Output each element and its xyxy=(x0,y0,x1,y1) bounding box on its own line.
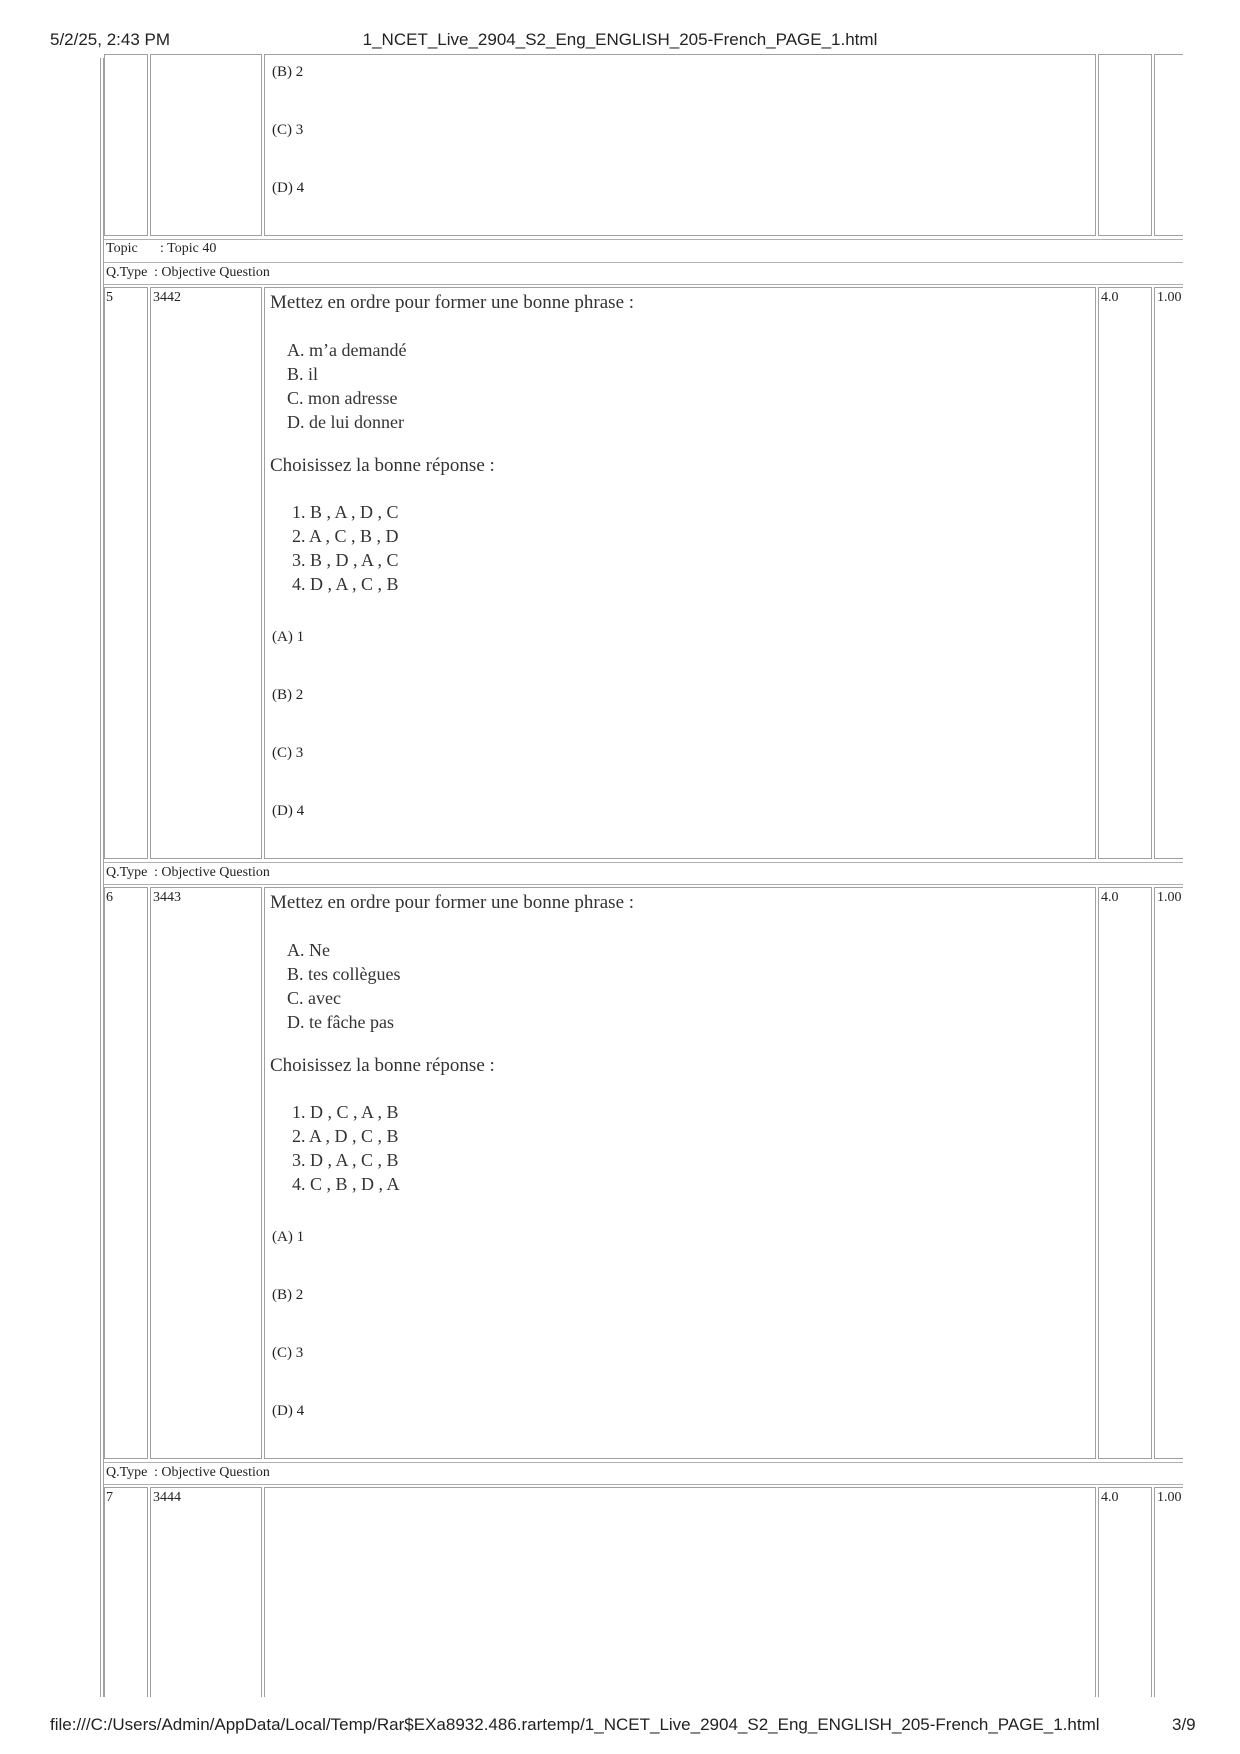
qtype-value: : Objective Question xyxy=(154,865,270,880)
option-d: (D) 4 xyxy=(272,1403,305,1419)
qtype-row-bottom xyxy=(104,1484,1183,1485)
print-datetime: 5/2/25, 2:43 PM xyxy=(50,30,171,49)
option-a: (A) 1 xyxy=(272,629,305,645)
phrase-part: C. avec xyxy=(287,988,341,1008)
question-id: 3444 xyxy=(153,1490,181,1505)
sequence-item: 4. C , B , D , A xyxy=(292,1174,400,1194)
q7-number-cell xyxy=(104,1487,148,1697)
q6-marks-cell xyxy=(1098,887,1152,1459)
q6-negative-cell xyxy=(1154,887,1183,1459)
option-c: (C) 3 xyxy=(272,745,304,761)
qtype-value: : Objective Question xyxy=(154,265,270,280)
print-page-number: 3/9 xyxy=(1172,1715,1196,1734)
question-marks: 4.0 xyxy=(1101,1490,1119,1505)
phrase-part: C. mon adresse xyxy=(287,388,398,408)
sequence-item: 3. D , A , C , B xyxy=(292,1150,399,1170)
prev-marks-cell xyxy=(1098,54,1152,236)
question-id: 3443 xyxy=(153,890,181,905)
phrase-part: D. te fâche pas xyxy=(287,1012,394,1032)
q5-number-cell xyxy=(104,287,148,859)
topic-row-top xyxy=(104,239,1183,240)
q7-negative-cell xyxy=(1154,1487,1183,1697)
phrase-part: A. Ne xyxy=(287,940,330,960)
q6-id-cell xyxy=(150,887,262,1459)
q5-negative-cell xyxy=(1154,287,1183,859)
sequence-item: 3. B , D , A , C xyxy=(292,550,399,570)
question-number: 5 xyxy=(106,290,113,305)
topic-row-bottom xyxy=(104,262,1183,263)
question-number: 7 xyxy=(106,1490,113,1505)
option-a: (A) 1 xyxy=(272,1229,305,1245)
choose-instruction: Choisissez la bonne réponse : xyxy=(270,1055,495,1076)
phrase-part: B. tes collègues xyxy=(287,964,401,984)
print-file-path: file:///C:/Users/Admin/AppData/Local/Temp/Rar$EXa8932.486.rartemp/1_NCET_Live_2904_S2_Eng_ENGLISH_205-French_PAGE_1.html xyxy=(50,1715,1100,1734)
question-id: 3442 xyxy=(153,290,181,305)
sequence-item: 1. B , A , D , C xyxy=(292,502,399,522)
option-b: (B) 2 xyxy=(272,687,304,703)
qtype-row-top xyxy=(104,1462,1183,1463)
qtype-label: Q.Type xyxy=(106,1465,148,1480)
qtype-value: : Objective Question xyxy=(154,1465,270,1480)
phrase-part: D. de lui donner xyxy=(287,412,404,432)
qtype-label: Q.Type xyxy=(106,865,148,880)
sequence-item: 2. A , C , B , D xyxy=(292,526,399,546)
qtype-row-top xyxy=(104,862,1183,863)
print-page-title: 1_NCET_Live_2904_S2_Eng_ENGLISH_205-French_PAGE_1.html xyxy=(362,30,878,49)
phrase-part: A. m’a demandé xyxy=(287,340,407,360)
question-marks: 4.0 xyxy=(1101,290,1119,305)
q7-id-cell xyxy=(150,1487,262,1697)
option-d: (D) 4 xyxy=(272,180,305,196)
question-negative-marks: 1.00 xyxy=(1157,290,1182,305)
q5-marks-cell xyxy=(1098,287,1152,859)
sequence-item: 1. D , C , A , B xyxy=(292,1102,399,1122)
phrase-parts xyxy=(287,938,400,1034)
topic-label: Topic xyxy=(106,241,138,256)
sequence-item: 2. A , D , C , B xyxy=(292,1126,399,1146)
answer-sequences xyxy=(292,500,399,596)
option-d: (D) 4 xyxy=(272,803,305,819)
prev-negative-cell xyxy=(1154,54,1183,236)
answer-sequences xyxy=(292,1100,400,1196)
question-title: Mettez en ordre pour former une bonne phrase : xyxy=(270,892,635,913)
sequence-item: 4. D , A , C , B xyxy=(292,574,399,594)
option-c: (C) 3 xyxy=(272,1345,304,1361)
qtype-row-bottom xyxy=(104,884,1183,885)
option-c: (C) 3 xyxy=(272,122,304,138)
question-number: 6 xyxy=(106,890,113,905)
question-title: Mettez en ordre pour former une bonne phrase : xyxy=(270,292,635,313)
q5-id-cell xyxy=(150,287,262,859)
phrase-parts xyxy=(287,338,406,434)
topic-value: : Topic 40 xyxy=(160,241,217,256)
q7-question-cell xyxy=(264,1487,1096,1697)
option-b: (B) 2 xyxy=(272,64,304,80)
question-negative-marks: 1.00 xyxy=(1157,1490,1182,1505)
prev-number-cell xyxy=(104,54,148,236)
q6-number-cell xyxy=(104,887,148,1459)
prev-question-cell xyxy=(264,54,1096,236)
option-b: (B) 2 xyxy=(272,1287,304,1303)
qtype-row-bottom xyxy=(104,284,1183,285)
question-negative-marks: 1.00 xyxy=(1157,890,1182,905)
qtype-label: Q.Type xyxy=(106,265,148,280)
q7-marks-cell xyxy=(1098,1487,1152,1697)
table-border-left xyxy=(100,58,101,1697)
choose-instruction: Choisissez la bonne réponse : xyxy=(270,455,495,476)
question-marks: 4.0 xyxy=(1101,890,1119,905)
prev-id-cell xyxy=(150,54,262,236)
phrase-part: B. il xyxy=(287,364,319,384)
